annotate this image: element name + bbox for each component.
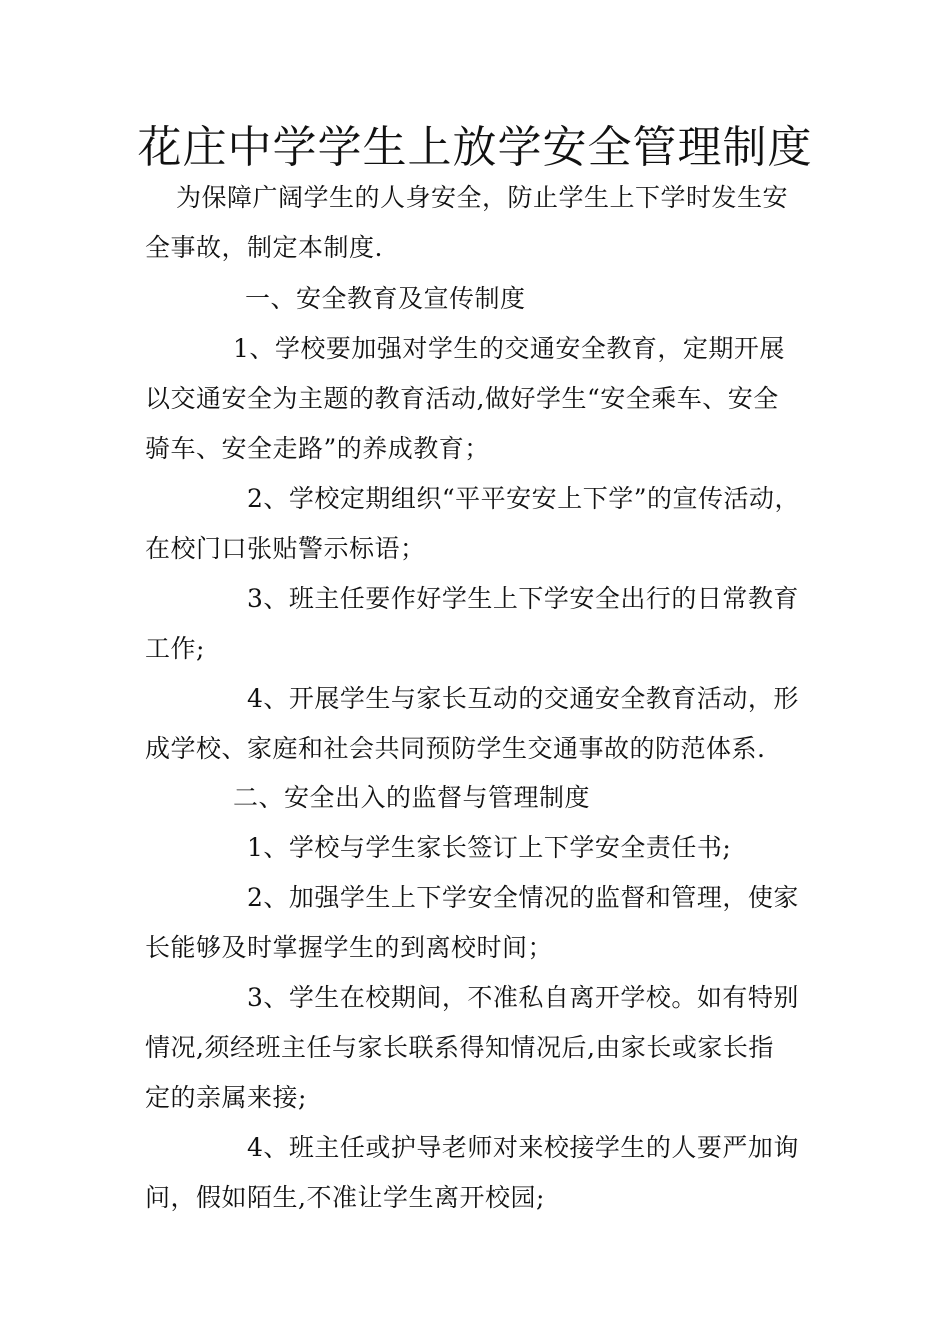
paragraph-line: 长能够及时掌握学生的到离校时间； [145, 933, 554, 962]
paragraph-line: 定的亲属来接; [145, 1083, 307, 1112]
paragraph-line: 2、加强学生上下学安全情况的监督和管理，使家 [247, 883, 799, 912]
paragraph-line: 4、开展学生与家长互动的交通安全教育活动，形 [247, 684, 799, 713]
section-heading-2: 二、安全出入的监督与管理制度 [233, 783, 591, 812]
paragraph-line: 3、班主任要作好学生上下学安全出行的日常教育 [247, 584, 799, 613]
paragraph-line: 在校门口张贴警示标语； [145, 534, 426, 563]
paragraph-line: 2、学校定期组织“平平安安上下学”的宣传活动， [247, 484, 800, 513]
document-title: 花庄中学学生上放学安全管理制度 [137, 122, 813, 173]
paragraph-line: 1、学校要加强对学生的交通安全教育，定期开展 [233, 334, 785, 363]
paragraph-line-intro-2: 全事故，制定本制度. [145, 233, 383, 262]
paragraph-line: 工作; [145, 634, 205, 663]
paragraph-line: 问，假如陌生,不准让学生离开校园; [145, 1183, 545, 1212]
paragraph-line: 骑车、安全走路”的养成教育； [145, 434, 490, 463]
paragraph-line: 成学校、家庭和社会共同预防学生交通事故的防范体系. [145, 734, 766, 763]
paragraph-line: 3、学生在校期间，不准私自离开学校。如有特别 [247, 983, 799, 1012]
section-heading-1: 一、安全教育及宣传制度 [245, 284, 526, 313]
paragraph-line: 以交通安全为主题的教育活动,做好学生“安全乘车、安全 [145, 384, 779, 413]
paragraph-line: 1、学校与学生家长签订上下学安全责任书; [247, 833, 732, 862]
paragraph-line-intro-1: 为保障广阔学生的人身安全，防止学生上下学时发生安 [176, 183, 789, 212]
paragraph-line: 4、班主任或护导老师对来校接学生的人要严加询 [247, 1133, 799, 1162]
paragraph-line: 情况,须经班主任与家长联系得知情况后,由家长或家长指 [145, 1033, 774, 1062]
